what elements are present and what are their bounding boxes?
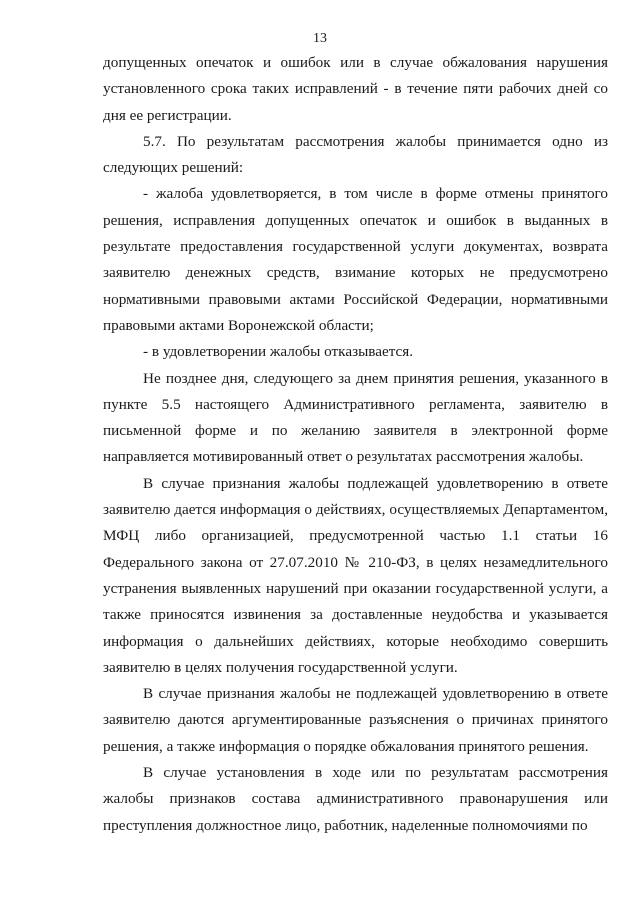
page-number: 13 [313,31,327,46]
paragraph-complaint-recognized: В случае признания жалобы подлежащей удовлетворению в ответе заявителю дается информация о действиях, осуществляемых Департаментом, МФЦ либо организацией, предусмотренной частью 1.1 статьи 16 Федерального закона от 27.07.2010 № 210-ФЗ, в целях незамедлительного устранения выявленных нарушений при оказании государственной услуги, а также приносятся извинения за доставленные неудобства и указывается информация о дальнейших действиях, которые необходимо совершить заявителю в целях получения государственной услуги. [103,474,608,676]
paragraph-continuation: допущенных опечаток и ошибок или в случае обжалования нарушения установленного срока таких исправлений - в течение пяти рабочих дней со дня ее регистрации. [103,54,608,124]
paragraph-complaint-refused: - в удовлетворении жалобы отказывается. [143,343,414,361]
paragraph-violation-signs: В случае установления в ходе или по результатам рассмотрения жалобы признаков состава административного правонарушения или преступления должностное лицо, работник, наделенные полномочиями по [103,764,608,834]
paragraph-5-7: 5.7. По результатам рассмотрения жалобы принимается одно из следующих решений: [103,132,608,177]
paragraph-complaint-not-recognized: В случае признания жалобы не подлежащей удовлетворению в ответе заявителю даются аргументированные разъяснения о причинах принятого решения, а также информация о порядке обжалования принятого решения. [103,685,608,755]
document-body [103,50,608,839]
paragraph-complaint-satisfied: - жалоба удовлетворяется, в том числе в форме отмены принятого решения, исправления допущенных опечаток и ошибок в выданных в результате предоставления государственной услуги документах, возврата заявителю денежных средств, взимание которых не предусмотрено нормативными правовыми актами Российской Федерации, нормативными правовыми актами Воронежской области; [103,185,608,334]
paragraph-answer-deadline: Не позднее дня, следующего за днем принятия решения, указанного в пункте 5.5 настоящего Административного регламента, заявителю в письменной форме и по желанию заявителя в электронной форме направляется мотивированный ответ о результатах рассмотрения жалобы. [103,369,608,466]
